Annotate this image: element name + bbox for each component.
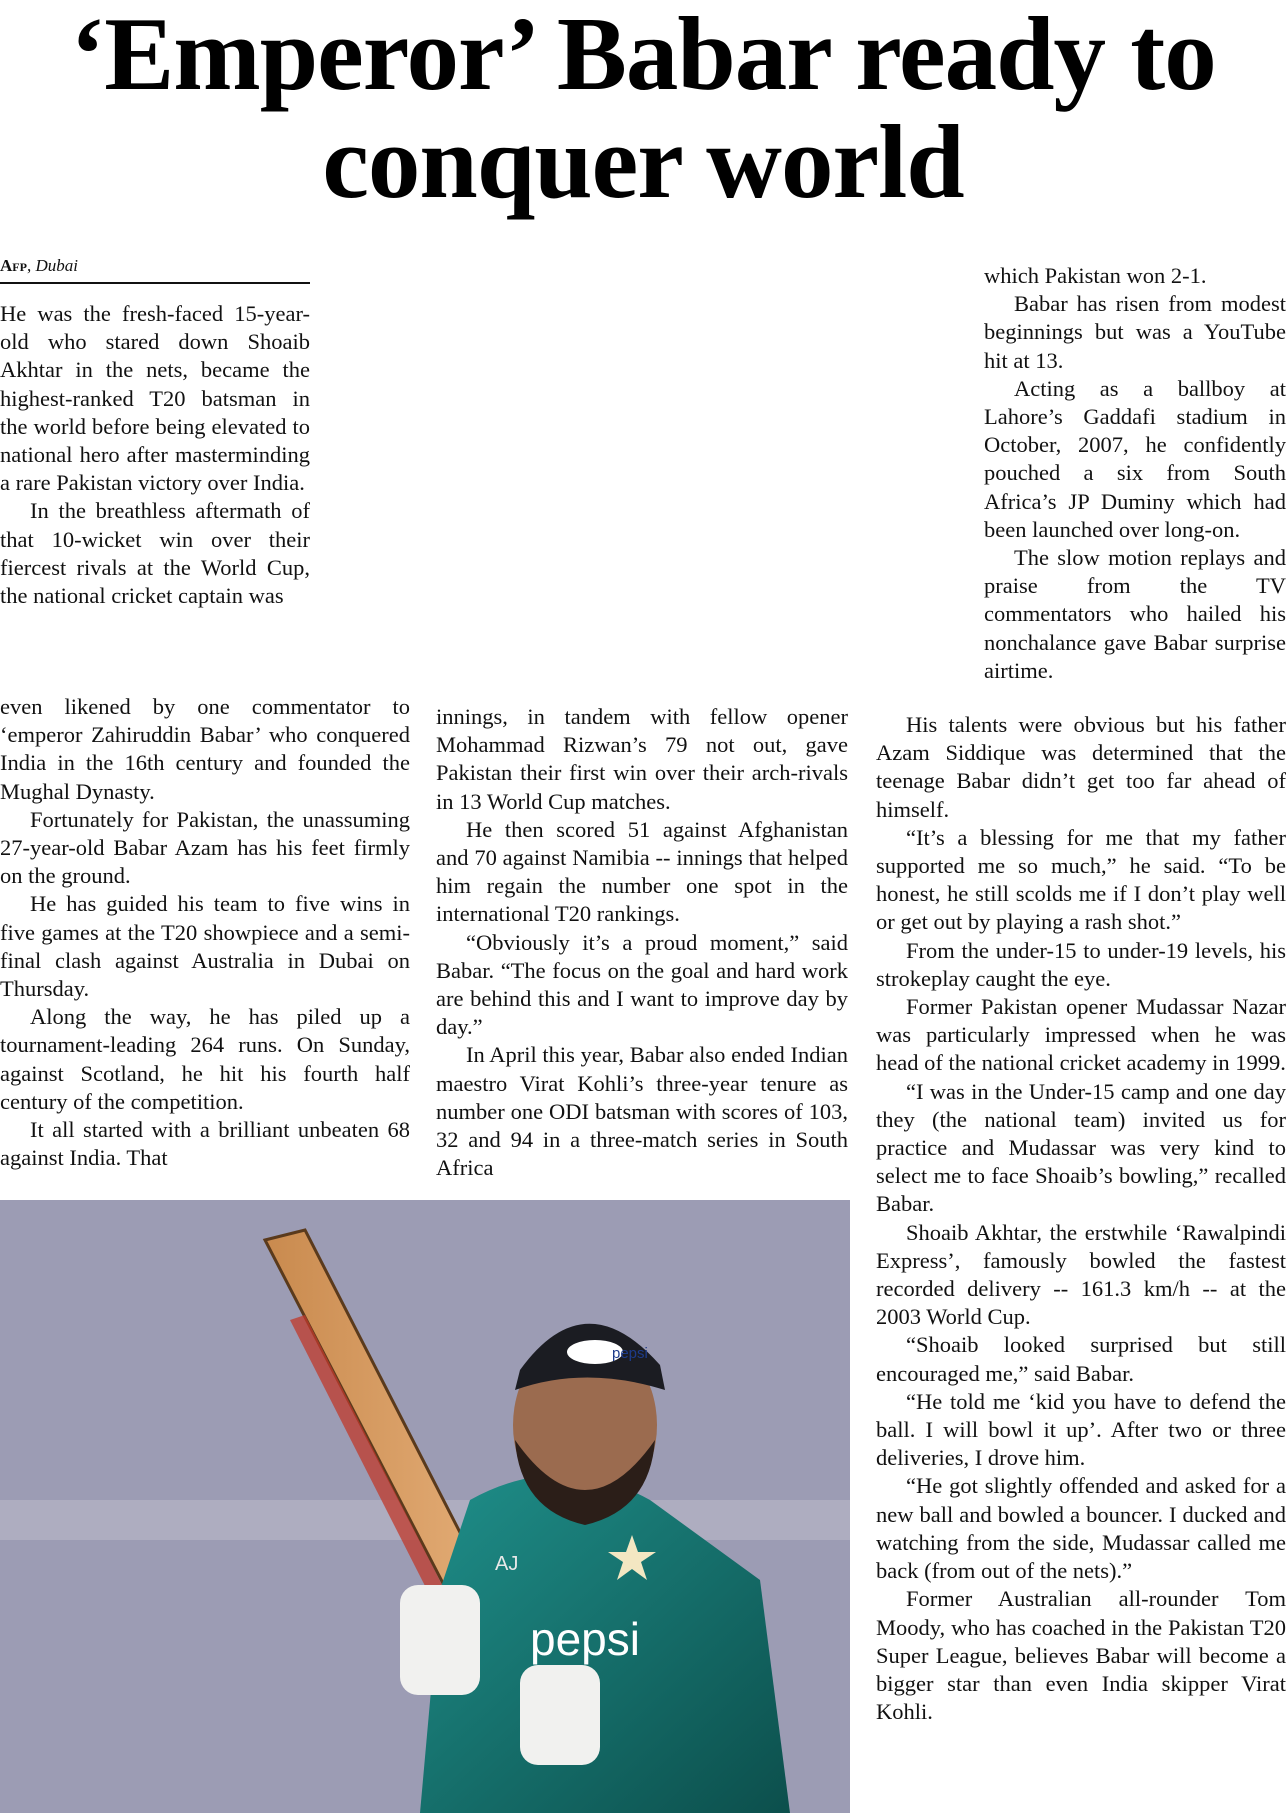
paragraph: “Shoaib looked surprised but still encouraged me,” said Babar.	[876, 1332, 1286, 1386]
paragraph: Former Australian all-rounder Tom Moody, who has coached in the Pakistan T20 Super League, believes Babar will become a bigger star than even India skipper Virat Kohli.	[876, 1586, 1286, 1725]
paragraph: “Obviously it’s a proud moment,” said Babar. “The focus on the goal and hard work are behind this and I want to improve day by day.”	[436, 929, 848, 1040]
shirt-logo: pepsi	[530, 1613, 640, 1665]
byline-place: Dubai	[35, 256, 78, 275]
column-3-bottom	[876, 711, 1286, 1726]
paragraph: In the breathless aftermath of that 10-wicket win over their fiercest rivals at the World Cup, the national cricket captain was	[0, 498, 310, 609]
paragraph: Acting as a ballboy at Lahore’s Gaddafi stadium in October, 2007, he confidently pouched a six from South Africa’s JP Duminy which had been launched over long-on.	[984, 375, 1286, 542]
paragraph: Babar has risen from modest beginnings but was a YouTube hit at 13.	[984, 291, 1286, 373]
column-3-top	[984, 262, 1286, 685]
column-2	[436, 703, 848, 1182]
paragraph: Shoaib Akhtar, the erstwhile ‘Rawalpindi Express’, famously bowled the fastest recorded delivery -- 161.3 km/h -- at the 2003 World Cup.	[876, 1219, 1286, 1330]
column-1-bottom	[0, 693, 410, 1172]
player-photo	[0, 1200, 850, 1813]
paragraph: “It’s a blessing for me that my father supported me so much,” he said. “To be honest, he still scolds me if I don’t play well or get out by playing a rash shot.”	[876, 824, 1286, 935]
paragraph: In April this year, Babar also ended Indian maestro Virat Kohli’s three-year tenure as number one ODI batsman with scores of 103, 32 and 94 in a three-match series in South Africa	[436, 1042, 848, 1181]
paragraph: His talents were obvious but his father Azam Siddique was determined that the teenage Babar didn’t get too far ahead of himself.	[876, 712, 1286, 822]
paragraph: “I was in the Under-15 camp and one day they (the national team) invited us for practice and Mudassar was very kind to select me to face Shoaib’s bowling,” recalled Babar.	[876, 1078, 1286, 1217]
player-photo-illustration	[0, 1200, 850, 1813]
paragraph: Former Pakistan opener Mudassar Nazar was particularly impressed when he was head of the national cricket academy in 1999.	[876, 994, 1286, 1076]
paragraph: He was the fresh-faced 15-year-old who stared down Shoaib Akhtar in the nets, became the highest-ranked T20 batsman in the world before being elevated to national hero after masterminding a rare Pakistan victory over India.	[0, 301, 310, 496]
headline-line-1: ‘Emperor’ Babar ready to	[70, 0, 1216, 112]
paragraph: It all started with a brilliant unbeaten 68 against India. That	[0, 1117, 410, 1171]
column-1-top	[0, 300, 310, 610]
paragraph: “He got slightly offended and asked for a new ball and bowled a bouncer. I ducked and watching from the side, Mudassar called me back (from out of the nets).”	[876, 1473, 1286, 1584]
paragraph: innings, in tandem with fellow opener Mohammad Rizwan’s 79 not out, gave Pakistan their first win over their arch-rivals in 13 World Cup matches.	[436, 704, 848, 814]
paragraph: which Pakistan won 2-1.	[984, 263, 1207, 288]
paragraph: “He told me ‘kid you have to defend the ball. I will bowl it up’. After two or three deliveries, I drove him.	[876, 1388, 1286, 1471]
byline	[0, 256, 310, 284]
paragraph: He then scored 51 against Afghanistan and 70 against Namibia -- innings that helped him regain the number one spot in the international T20 rankings.	[436, 816, 848, 927]
right-glove	[520, 1665, 600, 1765]
paragraph: From the under-15 to under-19 levels, his strokeplay caught the eye.	[876, 937, 1286, 991]
cap-logo: pepsi	[612, 1345, 648, 1362]
paragraph: The slow motion replays and praise from the TV commentators who hailed his nonchalance gave Babar surprise airtime.	[984, 545, 1286, 683]
byline-agency: Afp	[0, 256, 27, 275]
paragraph: Along the way, he has piled up a tournament-leading 264 runs. On Sunday, against Scotland, he hit his fourth half century of the competition.	[0, 1004, 410, 1114]
headline	[0, 0, 1286, 220]
paragraph: even likened by one commentator to ‘emperor Zahiruddin Babar’ who conquered India in the 16th century and founded the Mughal Dynasty.	[0, 694, 410, 804]
left-glove	[400, 1585, 480, 1695]
paragraph: He has guided his team to five wins in five games at the T20 showpiece and a semi-final clash against Australia in Dubai on Thursday.	[0, 891, 410, 1002]
byline-separator: ,	[26, 256, 32, 275]
headline-line-2: conquer world	[322, 103, 964, 220]
paragraph: Fortunately for Pakistan, the unassuming 27-year-old Babar Azam has his feet firmly on the ground.	[0, 806, 410, 889]
shirt-badge: AJ	[495, 1553, 519, 1575]
